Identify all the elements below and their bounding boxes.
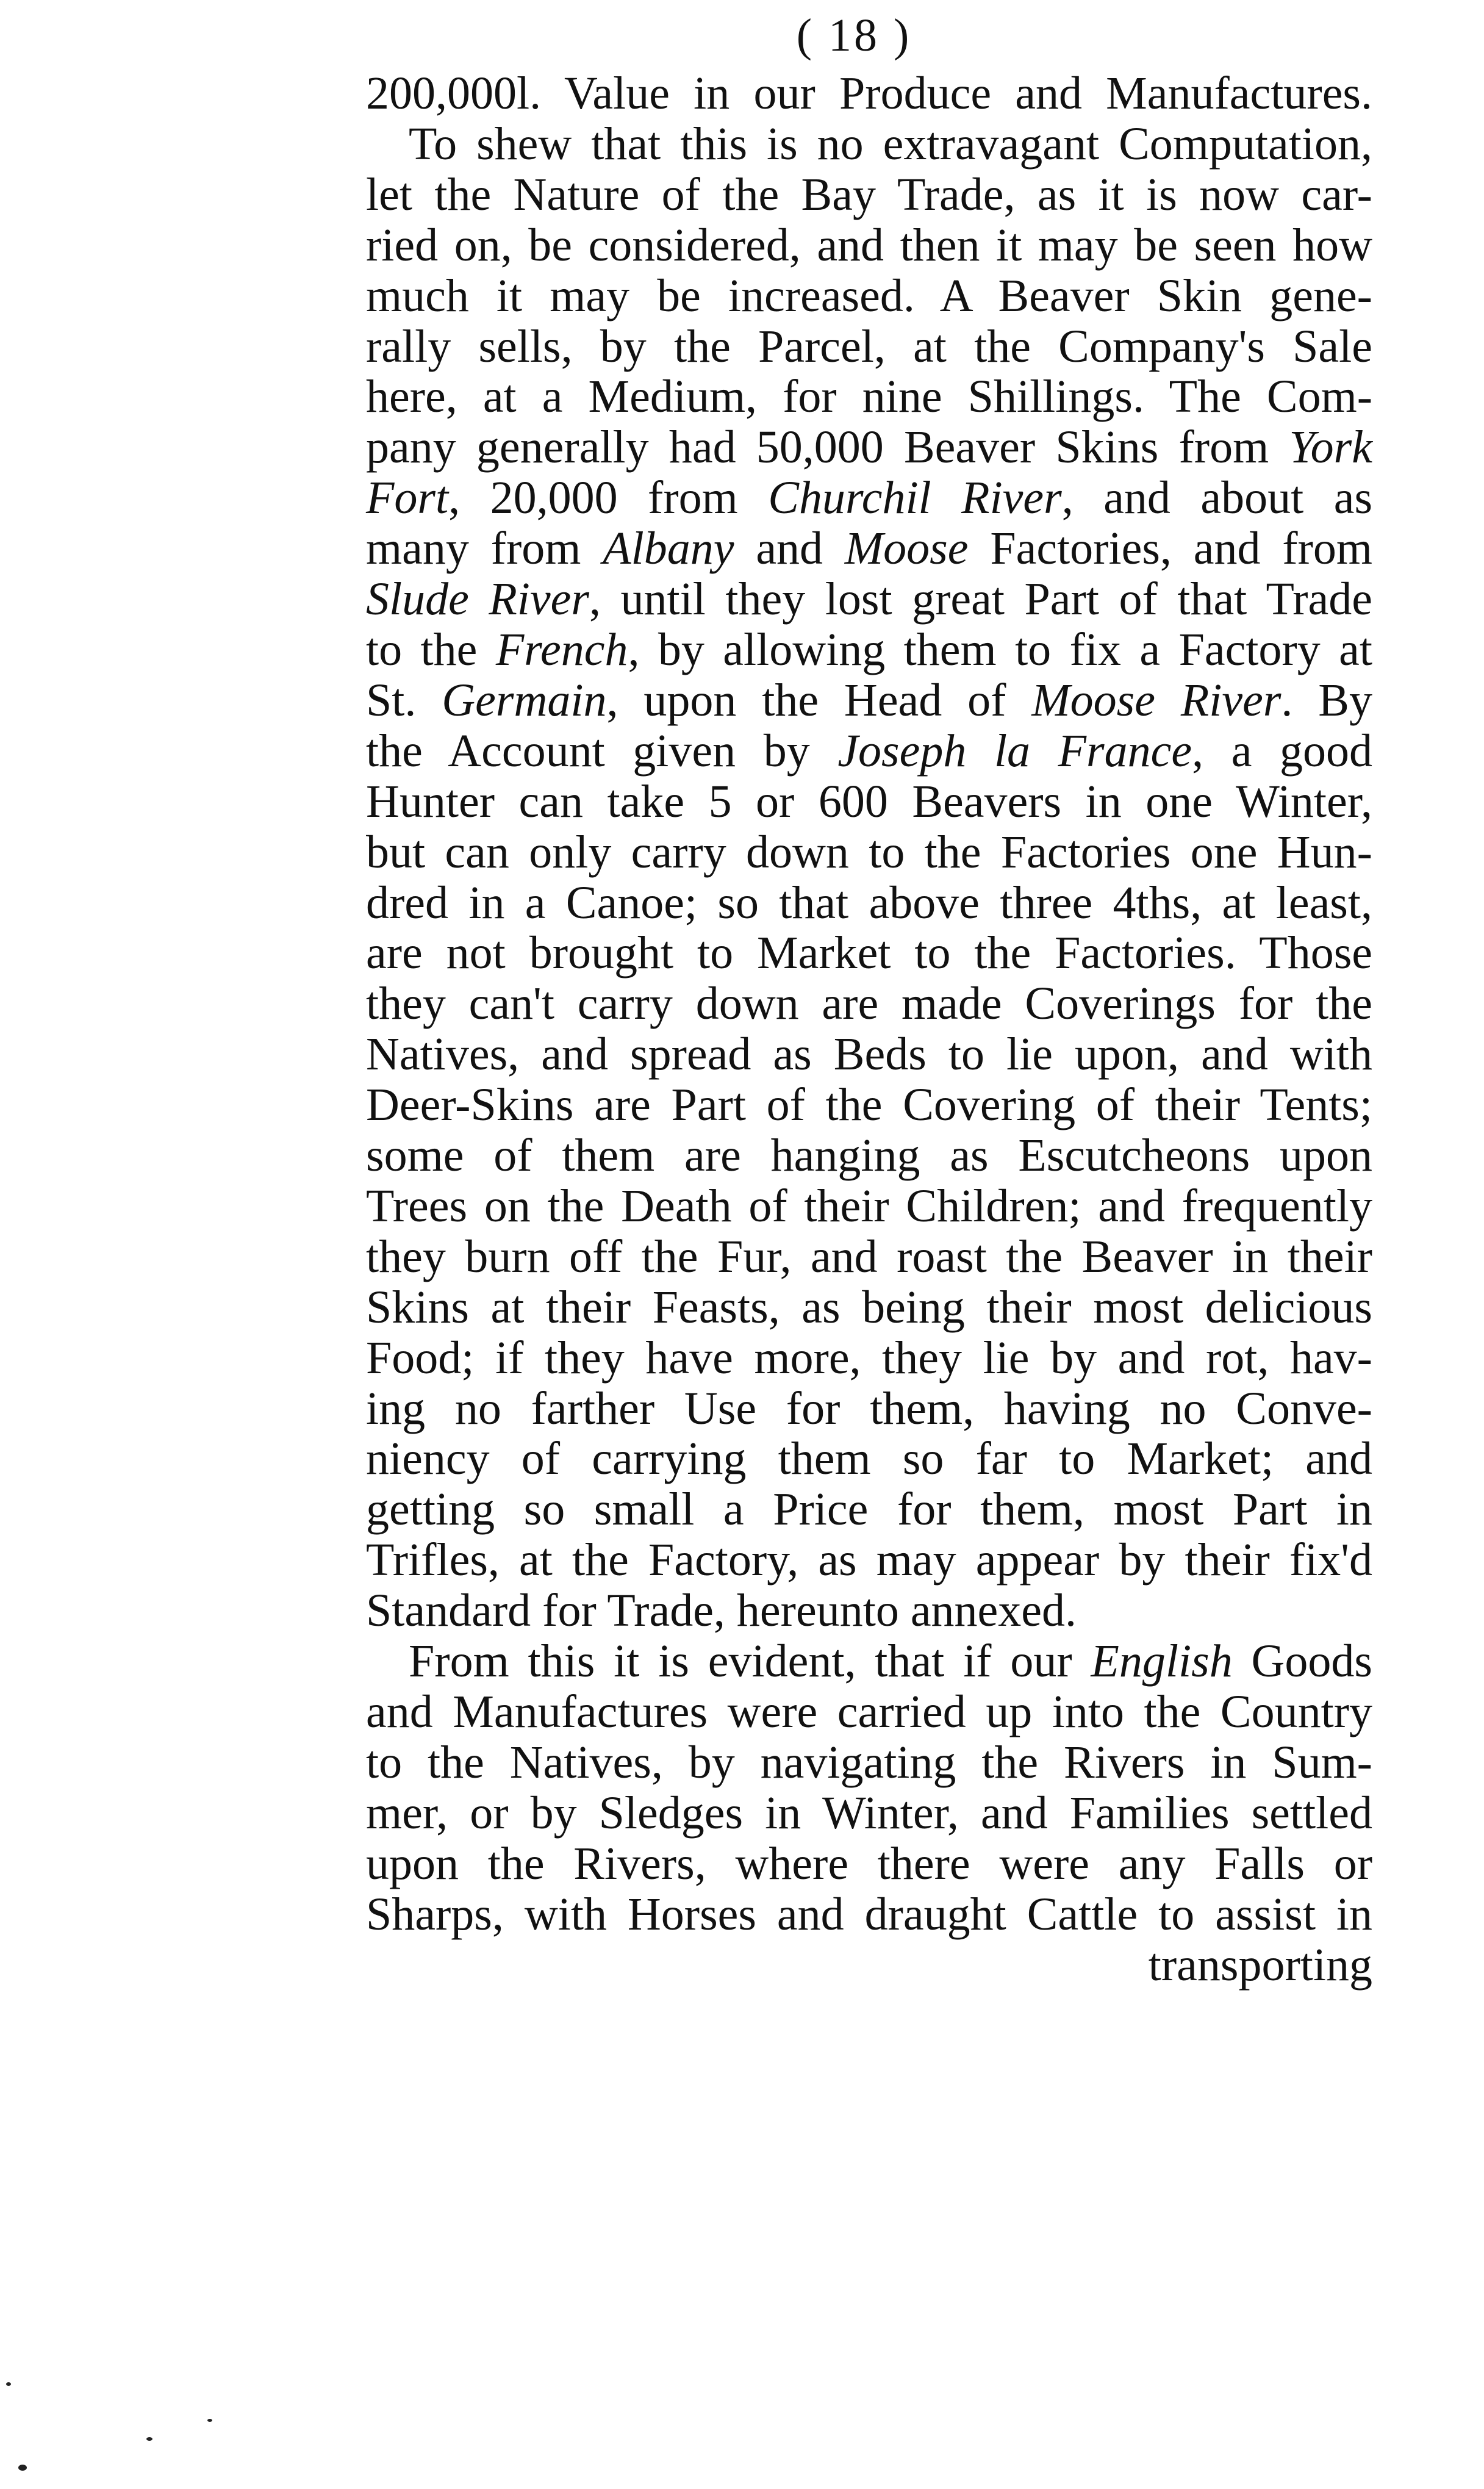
text-line bbox=[366, 1737, 1372, 1788]
text-segment: many from bbox=[366, 523, 603, 575]
text-segment: are not brought to Market to the Factories. Those bbox=[366, 927, 1372, 979]
text-line bbox=[366, 979, 1372, 1029]
text-segment: St. bbox=[366, 674, 442, 726]
text-line bbox=[366, 625, 1372, 675]
text-line bbox=[366, 726, 1372, 777]
text-segment: , a good bbox=[1192, 725, 1373, 777]
text-segment: getting so small a Price for them, most Part in bbox=[366, 1484, 1372, 1535]
text-line bbox=[366, 1232, 1372, 1282]
text-segment: Hunter can take 5 or 600 Beavers in one Winter, bbox=[366, 775, 1372, 827]
italic-text: Joseph la France bbox=[837, 725, 1192, 777]
text-line bbox=[366, 777, 1372, 827]
text-line bbox=[366, 1484, 1372, 1535]
text-segment: some of them are hanging as Escutcheons upon bbox=[366, 1130, 1372, 1182]
text-line bbox=[366, 675, 1372, 726]
text-line bbox=[366, 220, 1372, 271]
text-segment: 200,000l. Value in our Produce and Manufactures. bbox=[366, 68, 1372, 119]
text-segment: niency of carrying them so far to Market; and bbox=[366, 1433, 1372, 1485]
text-line bbox=[366, 827, 1372, 878]
text-segment: much it may be increased. A Beaver Skin gene- bbox=[366, 270, 1372, 321]
text-line bbox=[366, 1434, 1372, 1484]
text-segment: Natives, and spread as Beds to lie upon, and with bbox=[366, 1029, 1372, 1080]
text-segment: From this it is evident, that if our bbox=[409, 1636, 1091, 1687]
text-segment: Factories, and from bbox=[968, 523, 1372, 575]
text-line bbox=[366, 1636, 1372, 1687]
ink-speck bbox=[18, 2465, 27, 2471]
text-line bbox=[366, 372, 1372, 422]
text-segment: . By bbox=[1281, 674, 1372, 726]
text-line bbox=[366, 1333, 1372, 1384]
text-segment: mer, or by Sledges in Winter, and Families settled bbox=[366, 1787, 1372, 1839]
text-line bbox=[366, 1080, 1372, 1130]
text-line bbox=[366, 473, 1372, 523]
text-segment: to the Natives, by navigating the Rivers in Sum- bbox=[366, 1736, 1372, 1788]
text-segment: , and about as bbox=[1061, 472, 1373, 524]
text-segment: Trifles, at the Factory, as may appear by their fix'd bbox=[366, 1534, 1372, 1586]
ink-speck bbox=[207, 2419, 212, 2422]
text-segment: they can't carry down are made Coverings for the bbox=[366, 978, 1372, 1030]
ink-speck bbox=[6, 2382, 11, 2386]
italic-text: Albany bbox=[603, 523, 734, 575]
text-segment: upon the Rivers, where there were any Falls or bbox=[366, 1837, 1372, 1889]
text-segment: and bbox=[734, 523, 845, 575]
text-line bbox=[366, 68, 1372, 119]
italic-text: French bbox=[495, 623, 628, 675]
page-number: ( 18 ) bbox=[796, 10, 912, 61]
text-segment: Goods bbox=[1232, 1636, 1372, 1687]
text-segment: ing no farther Use for them, having no Conve- bbox=[366, 1382, 1372, 1434]
text-segment: Standard for Trade, hereunto annexed. bbox=[366, 1585, 1077, 1637]
text-segment: Skins at their Feasts, as being their most delicious bbox=[366, 1281, 1372, 1333]
text-line bbox=[366, 1839, 1372, 1889]
text-line bbox=[366, 1282, 1372, 1333]
italic-text: Moose River bbox=[1031, 674, 1281, 726]
text-line bbox=[366, 1181, 1372, 1232]
italic-text: Churchil River bbox=[768, 472, 1062, 524]
text-segment: Trees on the Death of their Children; and frequently bbox=[366, 1180, 1372, 1232]
italic-text: English bbox=[1091, 1636, 1233, 1687]
text-line bbox=[366, 1130, 1372, 1181]
italic-text: Fort bbox=[366, 472, 449, 524]
text-segment: rally sells, by the Parcel, at the Company's Sale bbox=[366, 320, 1372, 372]
text-line bbox=[366, 271, 1372, 321]
text-segment: the Account given by bbox=[366, 725, 838, 777]
text-line bbox=[366, 1889, 1372, 1940]
text-segment: and Manufactures were carried up into the Country bbox=[366, 1686, 1372, 1737]
text-line bbox=[366, 574, 1372, 625]
text-line bbox=[366, 1788, 1372, 1839]
ink-speck bbox=[146, 2437, 152, 2441]
text-line bbox=[366, 878, 1372, 928]
italic-text: Moose bbox=[844, 523, 969, 575]
text-line bbox=[366, 1586, 1372, 1636]
text-segment: , 20,000 from bbox=[448, 472, 769, 524]
text-segment: let the Nature of the Bay Trade, as it is now car- bbox=[366, 168, 1372, 220]
text-segment: dred in a Canoe; so that above three 4ths, at least, bbox=[366, 877, 1372, 928]
text-line bbox=[366, 1535, 1372, 1586]
text-segment: pany generally had 50,000 Beaver Skins from bbox=[366, 422, 1289, 473]
text-segment: but can only carry down to the Factories one Hun- bbox=[366, 826, 1372, 878]
body-text bbox=[366, 68, 1372, 1990]
text-segment: here, at a Medium, for nine Shillings. The Com- bbox=[366, 371, 1372, 423]
text-segment: ried on, be considered, and then it may be seen how bbox=[366, 219, 1372, 271]
text-line bbox=[366, 1384, 1372, 1434]
text-segment: Deer-Skins are Part of the Covering of their Tents; bbox=[366, 1079, 1372, 1131]
text-segment: , until they lost great Part of that Trade bbox=[589, 573, 1372, 625]
text-segment: , upon the Head of bbox=[606, 674, 1032, 726]
text-line bbox=[366, 321, 1372, 372]
text-line bbox=[366, 422, 1372, 473]
text-segment: transporting bbox=[1148, 1939, 1372, 1991]
text-segment: , by allowing them to fix a Factory at bbox=[628, 623, 1373, 675]
text-line bbox=[366, 1687, 1372, 1737]
text-segment: Sharps, with Horses and draught Cattle to assist in bbox=[366, 1888, 1372, 1940]
italic-text: Slude River bbox=[366, 573, 589, 625]
text-line bbox=[366, 928, 1372, 979]
italic-text: York bbox=[1289, 422, 1372, 473]
text-line bbox=[366, 119, 1372, 170]
italic-text: Germain bbox=[442, 674, 607, 726]
text-segment: to the bbox=[366, 623, 496, 675]
text-segment: To shew that this is no extravagant Computation, bbox=[409, 118, 1372, 170]
text-line bbox=[366, 1029, 1372, 1080]
text-line bbox=[366, 523, 1372, 574]
catchword bbox=[366, 1940, 1372, 1991]
text-segment: they burn off the Fur, and roast the Beaver in their bbox=[366, 1230, 1372, 1282]
text-line bbox=[366, 170, 1372, 220]
text-segment: Food; if they have more, they lie by and rot, hav- bbox=[366, 1332, 1372, 1384]
